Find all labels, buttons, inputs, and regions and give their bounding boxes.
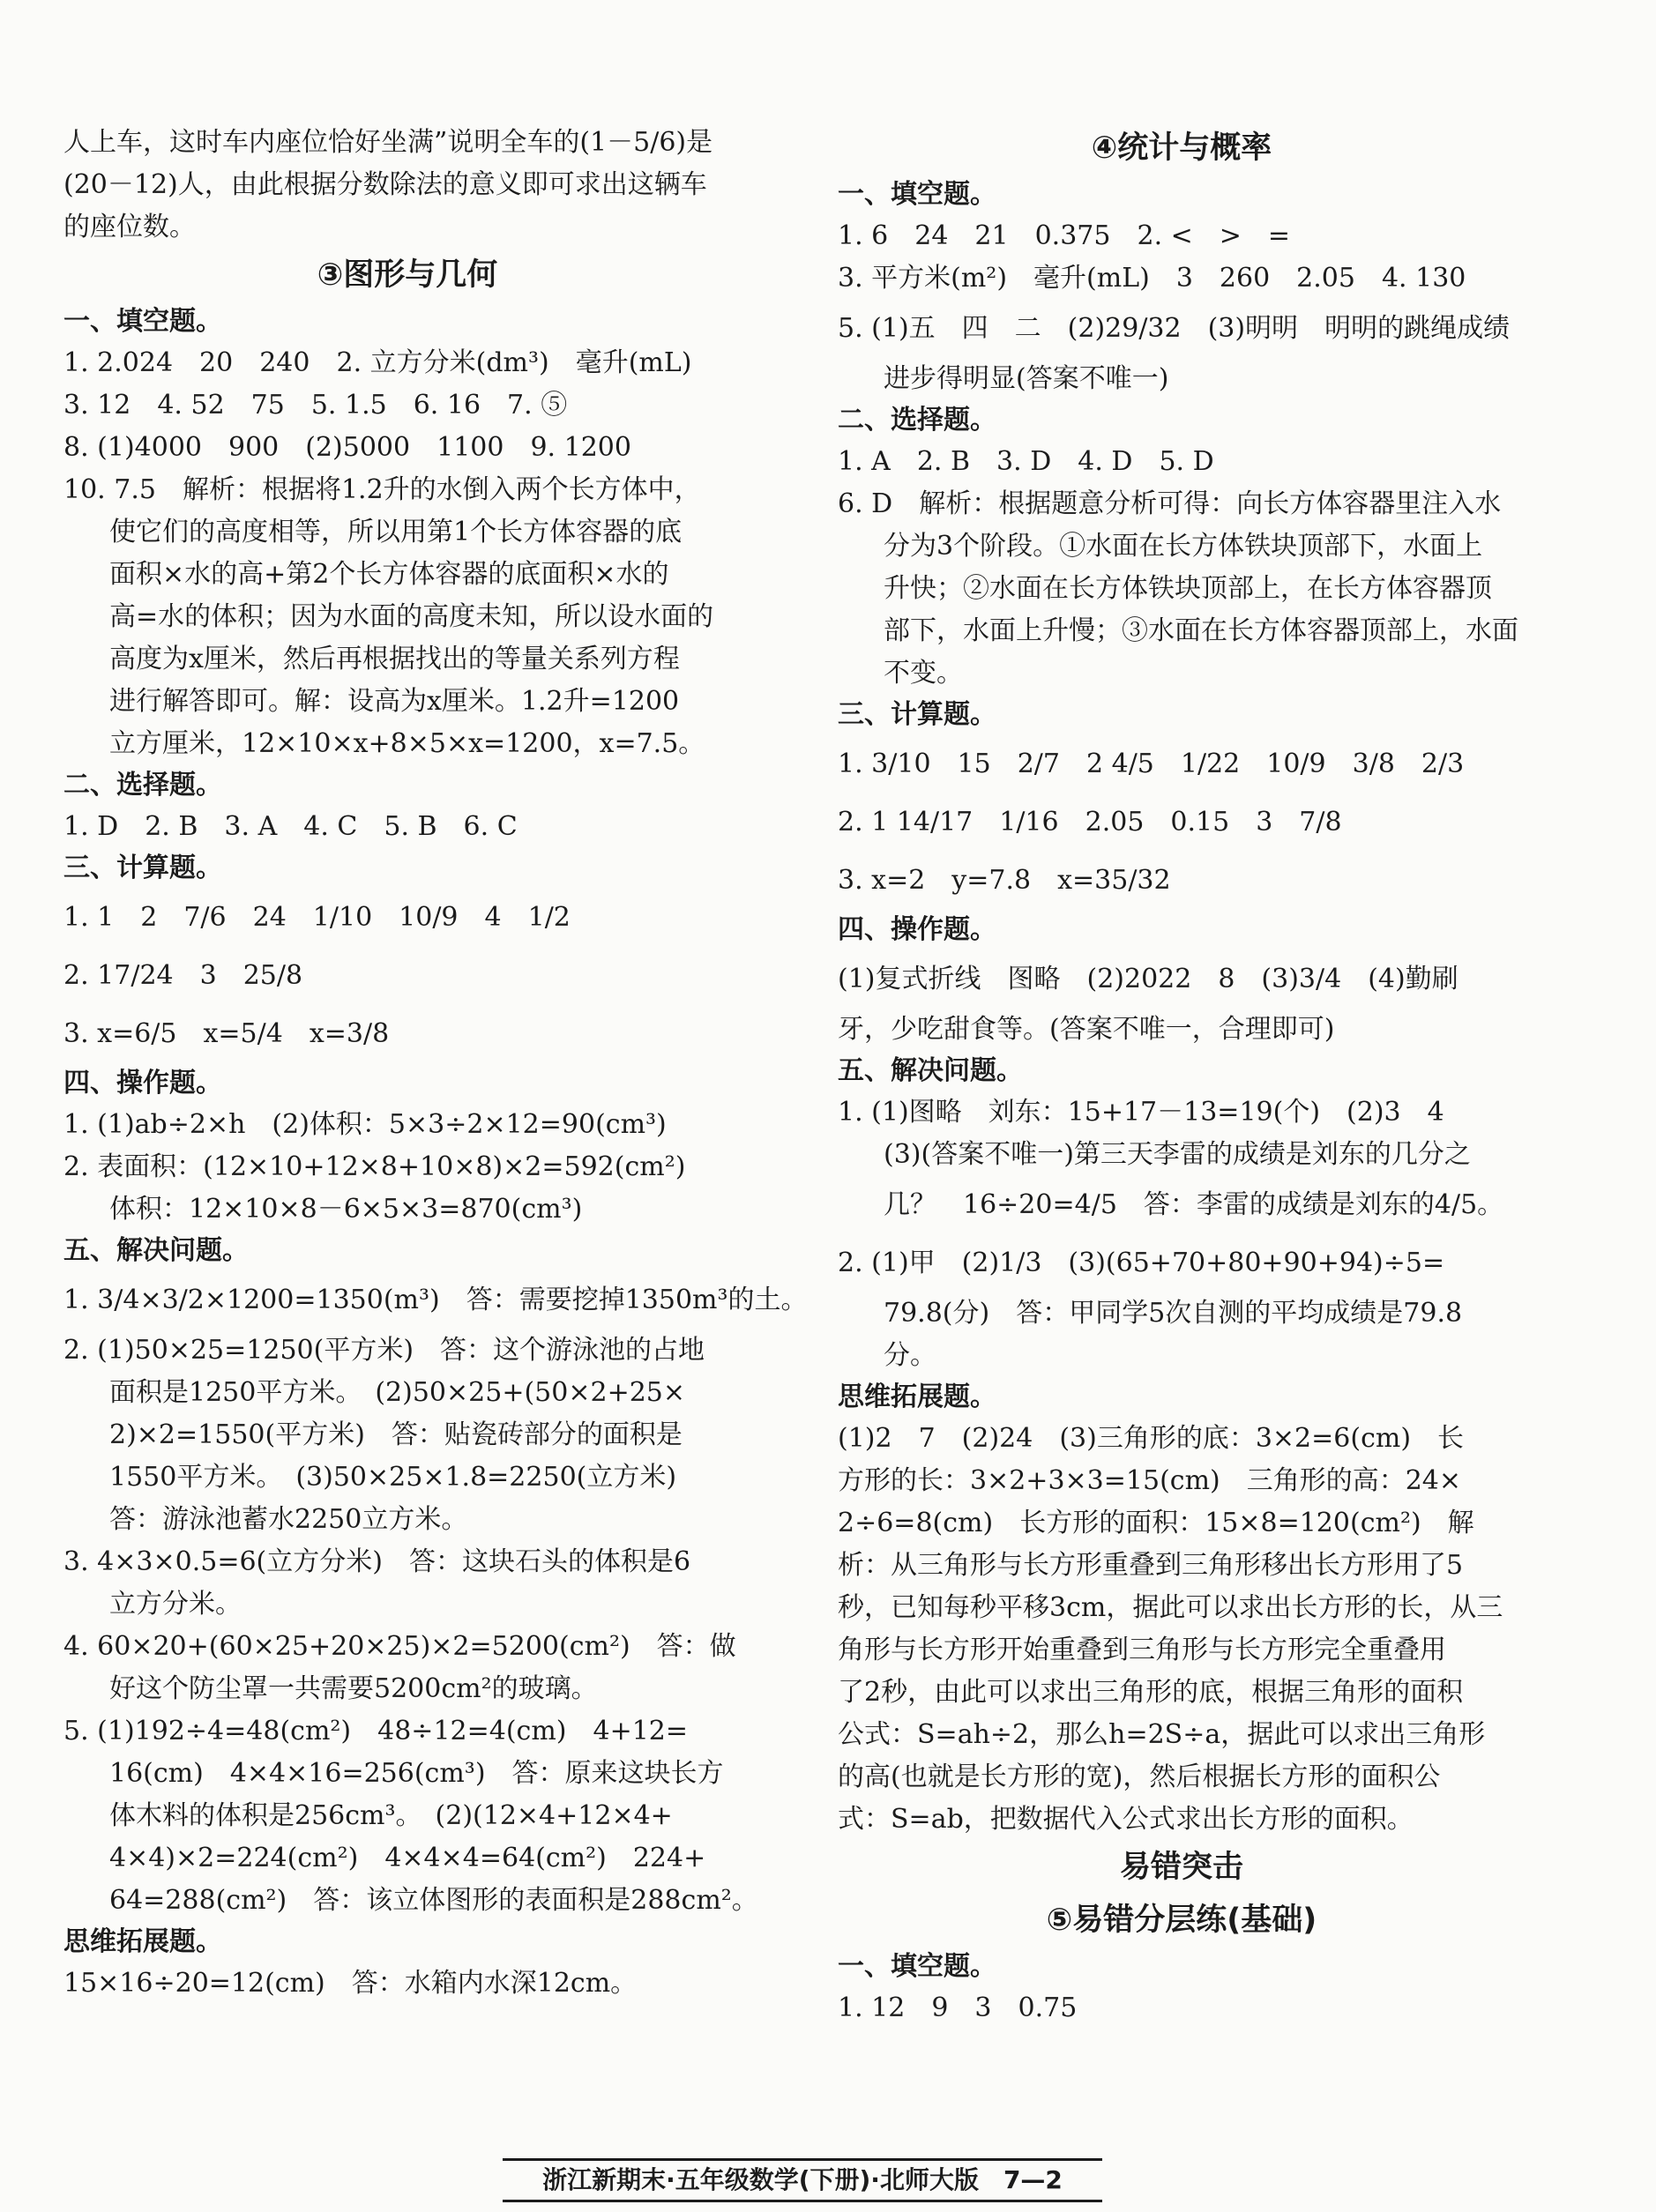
section-heading: 思维拓展题。: [838, 1382, 996, 1412]
answer-line: 面积×水的高+第2个长方体容器的底面积×水的: [109, 559, 669, 590]
section-heading: 二、选择题。: [838, 405, 996, 436]
answer-line: 1. 6 24 21 0.375 2. < > =: [838, 220, 1291, 251]
answer-line: 8. (1)4000 900 (2)5000 1100 9. 1200: [63, 432, 631, 463]
answer-line: 分。: [884, 1340, 936, 1371]
answer-line: 1. D 2. B 3. A 4. C 5. B 6. C: [63, 811, 518, 842]
answer-line: (1)复式折线 图略 (2)2022 8 (3)3/4 (4)勤刷: [838, 964, 1458, 994]
answer-line: 1. 3/4×3/2×1200=1350(m³) 答：需要挖掉1350m³的土。: [63, 1285, 808, 1315]
answer-line: 进步得明显(答案不唯一): [884, 363, 1169, 394]
answer-line: 方形的长：3×2+3×3=15(cm) 三角形的高：24×: [838, 1465, 1462, 1496]
answer-line: 1550平方米。 (3)50×25×1.8=2250(立方米): [109, 1462, 677, 1493]
answer-line: 升快；②水面在长方体铁块顶部上，在长方体容器顶: [884, 573, 1492, 604]
section-title-practice: ⑤易错分层练(基础): [1046, 1903, 1317, 1938]
answer-line: 体积：12×10×8－6×5×3=870(cm³): [109, 1194, 583, 1225]
answer-line: 面积是1250平方米。 (2)50×25+(50×2+25×: [109, 1377, 686, 1408]
section-title-statistics: ④统计与概率: [1091, 130, 1272, 166]
text-line: (20－12)人，由此根据分数除法的意义即可求出这辆车: [63, 169, 707, 200]
section-heading: 一、填空题。: [63, 306, 222, 337]
answer-line: 析：从三角形与长方形重叠到三角形移出长方形用了5: [838, 1550, 1464, 1581]
section-title-mistakes: 易错突击: [1119, 1850, 1243, 1885]
answer-line: 进行解答即可。解：设高为x厘米。1.2升=1200: [109, 686, 680, 717]
section-heading: 五、解决问题。: [838, 1055, 1023, 1086]
answer-line: 1. 3/10 15 2/7 2 4/5 1/22 10/9 3/8 2/3: [838, 749, 1465, 779]
answer-line: 体木料的体积是256cm³。 (2)(12×4+12×4+: [109, 1800, 673, 1831]
answer-line: 2)×2=1550(平方米) 答：贴瓷砖部分的面积是: [109, 1419, 683, 1450]
section-heading: 一、填空题。: [838, 1951, 996, 1982]
answer-line: 3. 4×3×0.5=6(立方分米) 答：这块石头的体积是6: [63, 1546, 691, 1577]
answer-line: 使它们的高度相等，所以用第1个长方体容器的底: [109, 517, 683, 547]
left-column: [63, 122, 808, 2005]
answer-line: 5. (1)192÷4=48(cm²) 48÷12=4(cm) 4+12=: [63, 1716, 689, 1747]
answer-line: 好这个防尘罩一共需要5200cm²的玻璃。: [109, 1673, 598, 1704]
answer-line: 公式：S=ah÷2，那么h=2S÷a，据此可以求出三角形: [838, 1719, 1486, 1750]
answer-line: 15×16÷20=12(cm) 答：水箱内水深12cm。: [63, 1968, 638, 1999]
answer-line: 秒，已知每秒平移3cm，据此可以求出长方形的长，从三: [838, 1592, 1503, 1623]
answer-line: 5. (1)五 四 二 (2)29/32 (3)明明 明明的跳绳成绩: [838, 313, 1511, 344]
answer-line: 高度为x厘米，然后再根据找出的等量关系列方程: [109, 644, 680, 674]
answer-line: 2. 17/24 3 25/8: [63, 960, 303, 991]
answer-line: 6. D 解析：根据题意分析可得：向长方体容器里注入水: [838, 488, 1502, 519]
text-line: 人上车，这时车内座位恰好坐满”说明全车的(1－5/6)是: [63, 127, 713, 158]
answer-line: 几？ 16÷20=4/5 答：李雷的成绩是刘东的4/5。: [884, 1189, 1504, 1220]
right-column: [838, 122, 1525, 2030]
answer-line: 2. 1 14/17 1/16 2.05 0.15 3 7/8: [838, 807, 1342, 838]
answer-line: 79.8(分) 答：甲同学5次自测的平均成绩是79.8: [884, 1298, 1463, 1329]
answer-line: 1. 1 2 7/6 24 1/10 10/9 4 1/2: [63, 902, 571, 933]
answer-line: 4. 60×20+(60×25+20×25)×2=5200(cm²) 答：做: [63, 1631, 736, 1662]
answer-line: 牙，少吃甜食等。(答案不唯一，合理即可): [838, 1014, 1335, 1045]
answer-line: 3. x=2 y=7.8 x=35/32: [838, 865, 1171, 896]
answer-line: 16(cm) 4×4×16=256(cm³) 答：原来这块长方: [109, 1758, 724, 1789]
answer-line: 1. 2.024 20 240 2. 立方分米(dm³) 毫升(mL): [63, 347, 692, 378]
answer-line: 2. 表面积：(12×10+12×8+10×8)×2=592(cm²): [63, 1151, 686, 1182]
answer-line: 2. (1)50×25=1250(平方米) 答：这个游泳池的占地: [63, 1335, 705, 1366]
answer-line: 64=288(cm²) 答：该立体图形的表面积是288cm²。: [109, 1885, 758, 1916]
answer-line: 高=水的体积；因为水面的高度未知，所以设水面的: [109, 601, 714, 632]
section-heading: 一、填空题。: [838, 179, 996, 210]
answer-line: 1. 12 9 3 0.75: [838, 1992, 1078, 2023]
answer-line: 4×4)×2=224(cm²) 4×4×4=64(cm²) 224+: [109, 1843, 706, 1873]
page-footer: 浙江新期末·五年级数学(下册)·北师大版 7—2: [503, 2158, 1102, 2202]
answer-line: 2. (1)甲 (2)1/3 (3)(65+70+80+90+94)÷5=: [838, 1248, 1445, 1278]
answer-line: 了2秒，由此可以求出三角形的底，根据三角形的面积: [838, 1677, 1464, 1708]
answer-line: 的高(也就是长方形的宽)，然后根据长方形的面积公: [838, 1761, 1441, 1792]
answer-line: 10. 7.5 解析：根据将1.2升的水倒入两个长方体中，: [63, 474, 701, 505]
answer-line: 分为3个阶段。①水面在长方体铁块顶部下，水面上: [884, 531, 1483, 562]
section-title-geometry: ③图形与几何: [317, 257, 498, 293]
answer-line: 不变。: [884, 658, 963, 689]
section-heading: 思维拓展题。: [63, 1926, 222, 1957]
answer-line: 角形与长方形开始重叠到三角形与长方形完全重叠用: [838, 1635, 1446, 1665]
section-heading: 五、解决问题。: [63, 1235, 249, 1266]
answer-line: 立方分米。: [109, 1589, 242, 1620]
text-line: 的座位数。: [63, 212, 196, 242]
answer-line: 部下，水面上升慢；③水面在长方体容器顶部上，水面: [884, 615, 1518, 646]
answer-line: 式：S=ab，把数据代入公式求出长方形的面积。: [838, 1804, 1414, 1835]
answer-line: 1. A 2. B 3. D 4. D 5. D: [838, 446, 1214, 477]
section-heading: 三、计算题。: [838, 699, 996, 730]
answer-line: (1)2 7 (2)24 (3)三角形的底：3×2=6(cm) 长: [838, 1423, 1465, 1454]
answer-line: 3. 12 4. 52 75 5. 1.5 6. 16 7. ⑤: [63, 390, 568, 421]
answer-line: 3. 平方米(m²) 毫升(mL) 3 260 2.05 4. 130: [838, 263, 1466, 294]
section-heading: 四、操作题。: [838, 914, 996, 945]
answer-line: 1. (1)图略 刘东：15+17－13=19(个) (2)3 4: [838, 1097, 1444, 1128]
answer-line: 3. x=6/5 x=5/4 x=3/8: [63, 1018, 390, 1049]
answer-line: 2÷6=8(cm) 长方形的面积：15×8=120(cm²) 解: [838, 1508, 1474, 1538]
section-heading: 四、操作题。: [63, 1068, 222, 1099]
section-heading: 二、选择题。: [63, 770, 222, 801]
section-heading: 三、计算题。: [63, 853, 222, 883]
answer-line: 立方厘米，12×10×x+8×5×x=1200，x=7.5。: [109, 728, 705, 759]
answer-line: 1. (1)ab÷2×h (2)体积：5×3÷2×12=90(cm³): [63, 1109, 667, 1140]
answer-line: (3)(答案不唯一)第三天李雷的成绩是刘东的几分之: [884, 1139, 1471, 1170]
answer-line: 答：游泳池蓄水2250立方米。: [109, 1504, 468, 1535]
